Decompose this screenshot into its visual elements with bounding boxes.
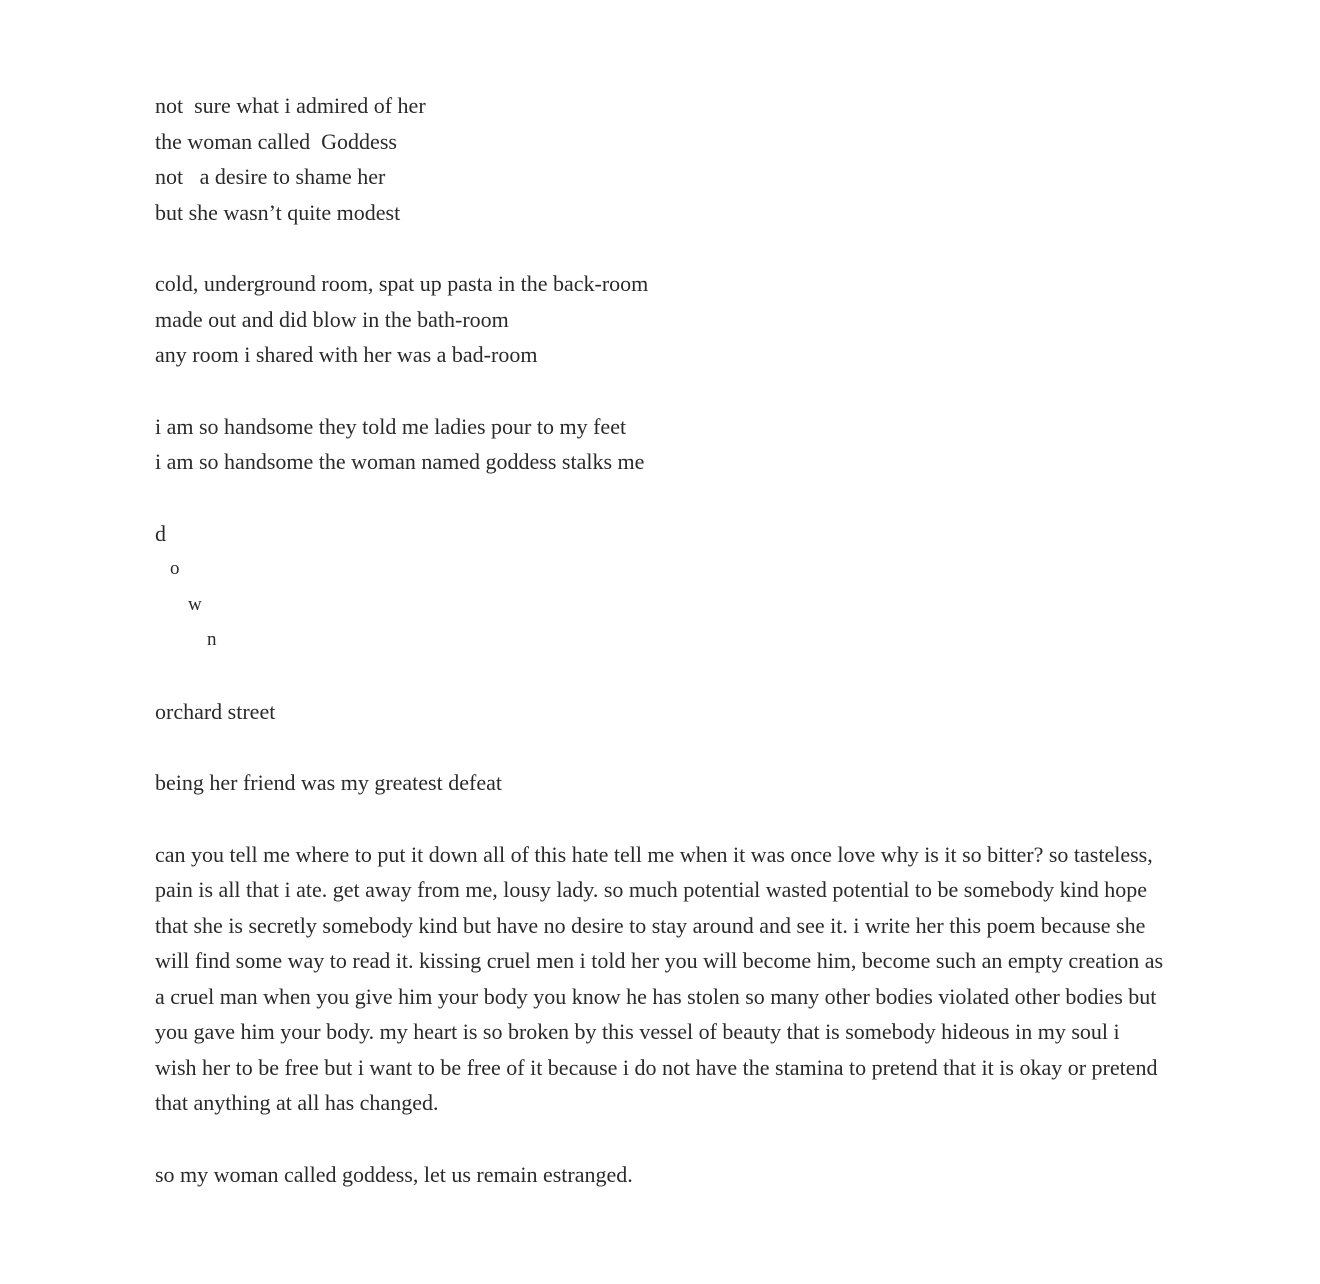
stanza-break [155,373,1175,409]
stanza-break [155,801,1175,837]
down-letter: o [170,558,180,579]
down-letter: d [155,520,166,546]
poem-line: any room i shared with her was a bad-room [155,342,538,367]
defeat-line: being her friend was my greatest defeat [155,770,502,795]
poem-line: the woman called Goddess [155,128,397,154]
stanza-break [155,230,1175,266]
poem-line: cold, underground room, spat up pasta in the back-room [155,271,649,296]
poem-line: not a desire to shame her [155,164,386,189]
stanza-break [155,480,1175,516]
closing-line: so my woman called goddess, let us remain estranged. [155,1161,633,1187]
down-letter: w [188,593,202,615]
poem-line: i am so handsome they told me ladies pour to my feet [155,413,627,439]
poem-line: not sure what i admired of her [155,93,426,118]
prose-paragraph: can you tell me where to put it down all of this hate tell me when it was once love why is it so bitter? so tasteless, pain is all that i ate. get away from me, lousy lady. so much potential wasted potential to be somebody kind hope that she is secretly somebody kind but have no desire to stay around and see it. i write her this poem because she will find some way to read it. kissing cruel men i told her you will become him, become such an empty creation as a cruel man when you give him your body you know he has stolen so many other bodies violated other bodies but you gave him your body. my heart is so broken by this vessel of beauty that is somebody hideous in my soul i wish her to be free but i want to be free of it because i do not have the stamina to pretend that it is okay or pretend that anything at all has changed. [155,841,1164,1115]
descending-word-down [155,516,1175,658]
stanza-break [155,658,1175,694]
stanza-break [155,1121,1175,1157]
down-letter: n [207,629,217,650]
orchard-street-line: orchard street [155,698,276,724]
stanza-2 [155,266,1175,373]
poem-page [155,88,1175,1192]
poem-line: made out and did blow in the bath-room [155,306,509,332]
poem-line: i am so handsome the woman named goddess stalks me [155,449,645,474]
stanza-1 [155,88,1175,230]
stanza-break [155,729,1175,765]
stanza-3 [155,409,1175,480]
poem-line: but she wasn’t quite modest [155,199,401,225]
